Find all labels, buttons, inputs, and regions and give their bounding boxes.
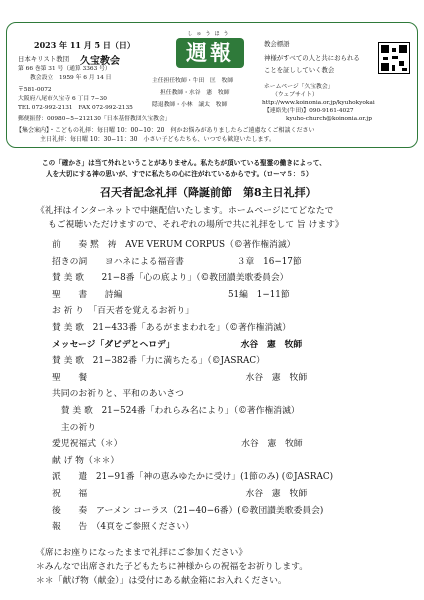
order-item: 後 奏 アーメン コーラス（21−40−6番）(©教団讃美歌委員会) [52,505,324,516]
meeting-info-2: 主日礼拝：毎日曜 10：30−11：30 小さい子どもたちも、いつでも歓迎いたします。 [40,136,275,143]
order-item: 聖 書 詩編 51編 1−11節 [52,289,290,300]
motto-title: 教会標語 [264,40,290,48]
weekly-logo: 週報 [186,40,234,65]
order-item: 賛 美 歌 21−382番「力に満ちたる」（©JASRAC） [52,356,265,367]
church-name: 久宝教会 [80,56,120,67]
logo-ruby: しゅうほう [187,31,233,37]
website-label: （ウェブサイト） [272,92,318,98]
order-item: お 祈 り 「百天者を覚えるお祈り」 [52,306,194,317]
verse-line-2: 人を大切にする神の思いが、すでに私たちの心に注がれているからです。（ローマ５：５） [46,170,313,178]
contact-email[interactable]: kyuho-church@koinonia.or.jp [286,116,372,122]
pastor-1: 主任担任牧師・牛田 匡 牧師 [152,78,234,84]
qr-code-icon [378,42,410,74]
issue-date: 2023 年 11 月 5 日（日） [34,40,135,50]
order-item: 賛 美 歌 21−433番「あるがままわれを」（©著作権消滅） [52,323,291,333]
motto-line-2: ことを証ししていく教会 [264,66,335,74]
meeting-info-1: 【集会案内】・こどもの礼拝：毎日曜 10：00−10：20 何かお悩みがありましたらご遠慮なくご相談ください [16,127,315,134]
order-item: 報 告 （4頁をご参照ください） [52,522,194,533]
footer-note-3: ＊＊「献げ物（献金）」は受付にある献金箱にお入れください。 [36,576,287,586]
order-item: 共同のお祈りと、平和のあいさつ [52,389,184,400]
order-item: 献 げ 物（＊＊） [52,455,120,466]
founded-date: 教会設立 1959 年 6 月 14 日 [30,75,112,81]
verse-line-1: この「確かさ」は当て外れということがありません。私たちが頂いている聖霊の働きによって、 [42,159,326,167]
notice-line-2: もご視聴いただけますので、それぞれの場所で共に礼拝をして 旨 けます》 [48,220,344,230]
pastor-2: 担任教師・水谷 憲 牧師 [160,90,230,96]
website-url[interactable]: http://www.koinonia.or.jp/kyuhokyokai [262,100,375,106]
issue-number: 第 66 巻第 31 号（通算 3363 号） [18,66,111,72]
order-item: 派 遣 21−91番「神の恵みゆたかに受け」(1節のみ) (©JASRAC) [52,472,334,483]
motto-line-1: 神様がすべての人と共におられる [264,54,360,62]
org-line: 日本キリスト教団 [18,55,69,63]
address: 大阪府八尾市久宝寺 6 丁目 7−30 [18,96,107,102]
order-item: メッセージ「ダビデとヘロデ」 水谷 憲 牧師 [52,339,303,350]
order-item: 賛 美 歌 21−8番「心の底より」（©教団讃美歌委員会） [52,273,289,284]
order-item: 主の祈り [52,422,96,433]
order-item: 賛 美 歌 21−524番「われらみ名により」（©著作権消滅） [52,406,300,416]
footer-note-1: 《席にお座りになったままで礼拝にご参加ください》 [36,548,248,558]
contact-phone: 【連絡先(牛田)】090-9161-4027 [264,108,354,114]
tel-fax: TEL 072-992-2131 FAX 072-992-2135 [18,105,133,111]
notice-line-1: 《礼拝はインターネットで中継配信いたします。ホームページにてどなたで [36,206,334,216]
order-item: 愛児祝福式（＊） 水谷 憲 牧師 [52,439,303,450]
service-title: 召天者記念礼拝（降誕前節 第8主日礼拝） [100,186,317,199]
order-item: 祝 福 水谷 憲 牧師 [52,489,308,499]
postal-transfer: 郵便振替：00980−5−212130「日本基督教団久宝教会」 [18,116,171,122]
order-item: 前 奏 黙 祷 AVE VERUM CORPUS（©著作権消滅） [52,240,296,250]
footer-note-2: ＊みんなで出席された子どもたちに神様からの祝福をお祈りします。 [36,562,309,572]
homepage-label: ホームページ「久宝教会」 [264,84,334,90]
order-item: 聖 餐 水谷 憲 牧師 [52,372,308,383]
pastor-3: 隠退教師・小林 譲太 牧師 [152,102,228,108]
order-item: 招きの詞 ヨハネによる福音書 ３章 16−17節 [52,256,302,267]
postal-code: 〒581-0072 [18,87,52,93]
